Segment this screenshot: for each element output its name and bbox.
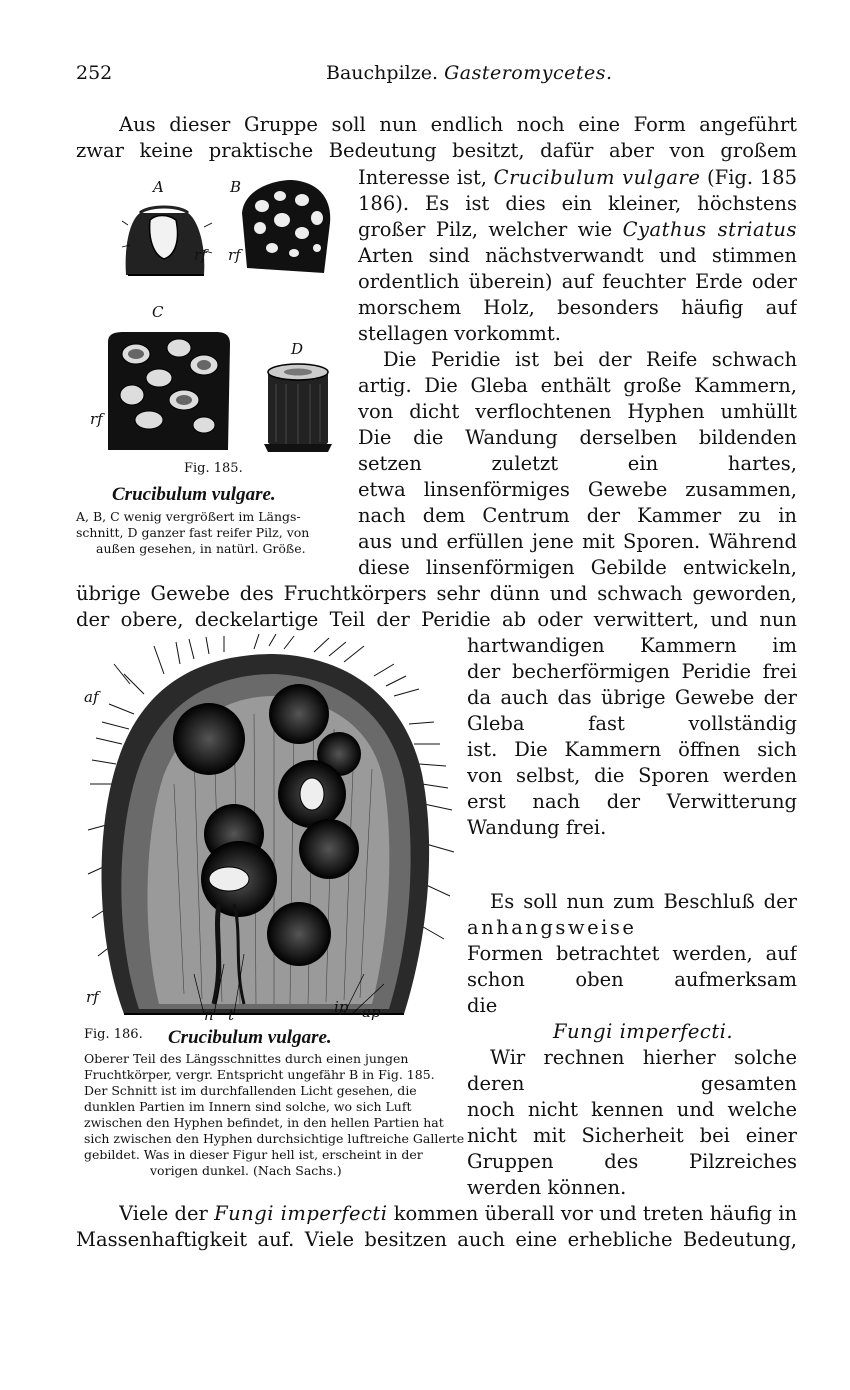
p2-full-line-2: der obere, deckelartige Teil der Peridie ab oder verwittert, und nun	[76, 608, 797, 631]
fig185-label-rf-a: rf	[194, 246, 207, 264]
fig186-caption-line-6: sich zwischen den Hyphen durchsichtige luftreiche Gallerte	[84, 1131, 465, 1146]
fig185-label-d: D	[291, 340, 304, 358]
p1-wrap-italic: Crucibulum vulgare	[493, 166, 701, 189]
p4-line-4: nicht mit Sicherheit bei einer	[467, 1124, 797, 1147]
fig186-number: Fig. 186.	[84, 1027, 143, 1042]
p2-narrow-line-6: von selbst, die Sporen werden	[467, 764, 797, 787]
p2-narrow-line-7: erst nach der Verwitterung	[467, 790, 797, 813]
running-title-main: Bauchpilze.	[326, 62, 439, 84]
running-title-italic: Gasteromycetes.	[444, 62, 613, 84]
fig186-title: Crucibulum vulgare.	[168, 1027, 332, 1048]
fig186-caption-line-1: Oberer Teil des Längsschnittes durch einen jungen	[84, 1051, 409, 1066]
p1-line-2: zwar keine praktische Bedeutung besitzt, dafür aber von großem	[76, 139, 797, 162]
p1-wrap-line-6: morschem Holz, besonders häufig auf	[358, 296, 797, 319]
fig186-label-ip: ip	[334, 998, 349, 1016]
p2-narrow-line-8: Wandung frei.	[467, 816, 607, 839]
p3-line-1: Es soll nun zum Beschluß der	[490, 890, 797, 913]
p4-line-3: noch nicht kennen und welche	[467, 1098, 797, 1121]
p5-text: Viele der	[119, 1202, 215, 1225]
page-number: 252	[76, 62, 113, 84]
p3-line-4: schon oben aufmerksam	[467, 968, 797, 991]
p1-wrap-line-2: 186). Es ist dies ein kleiner, höchstens	[358, 192, 797, 215]
p2-line-6: etwa linsenförmiges Gewebe zusammen,	[358, 478, 797, 501]
fig186-caption-line-7: gebildet. Was in dieser Figur hell ist, erscheint in der	[84, 1147, 423, 1162]
p5-text: kommen überall vor und treten häufig in	[393, 1202, 797, 1225]
fig185-caption-line-1: A, B, C wenig vergrößert im Längs-	[76, 509, 301, 524]
p2-narrow-line-2: der becherförmigen Peridie frei	[467, 660, 797, 683]
fig185-caption-line-3: außen gesehen, in natürl. Größe.	[96, 541, 306, 556]
p5-line-1	[119, 1201, 797, 1227]
p5-italic: Fungi imperfecti	[214, 1202, 388, 1225]
p2-line-3: von dicht verflochtenen Hyphen umhüllt	[358, 400, 797, 423]
p3-line-2	[467, 915, 797, 941]
p2-narrow-line-3: da auch das übrige Gewebe der	[467, 686, 797, 709]
p2-narrow-line-5: ist. Die Kammern öffnen sich	[467, 738, 797, 761]
p2-line-8: aus und erfüllen jene mit Sporen. Während	[358, 530, 797, 553]
p1-wrap-line-1	[358, 165, 797, 191]
p2-narrow-line-1: hartwandigen Kammern im	[467, 634, 797, 657]
fig185-label-rf-b: rf	[228, 246, 241, 264]
p1-line-1: Aus dieser Gruppe soll nun endlich noch eine Form angeführt	[119, 113, 797, 136]
p1-wrap-line-7: stellagen vorkommt.	[358, 322, 561, 345]
p2-narrow-line-4: Gleba fast vollständig	[467, 712, 797, 735]
fig185-c-illustration	[104, 330, 236, 452]
fig185-number: Fig. 185.	[184, 461, 243, 476]
fig186-caption-line-2: Fruchtkörper, vergr. Entspricht ungefähr B in Fig. 185.	[84, 1067, 435, 1082]
fig186-label-af: af	[84, 688, 99, 706]
p2-line-4: Die die Wandung derselben bildenden	[358, 426, 797, 449]
fig185-label-c: C	[152, 303, 164, 321]
fig186-label-ap: ap	[362, 1003, 381, 1021]
fig186-caption-line-4: dunklen Partien im Innern sind solche, wo sich Luft	[84, 1099, 412, 1114]
p4-line-6: werden können.	[467, 1176, 627, 1199]
p2-line-9: diese linsenförmigen Gebilde entwickeln,	[358, 556, 797, 579]
p4-line-2: deren gesamten	[467, 1072, 797, 1095]
p2-full-line-1: übrige Gewebe des Fruchtkörpers sehr dünn und schwach geworden,	[76, 582, 797, 605]
fig186-caption-line-8: vorigen dunkel. (Nach Sachs.)	[150, 1163, 342, 1178]
p2-line-1: Die Peridie ist bei der Reife schwach	[383, 348, 797, 371]
p3-spaced-word: anhangsweise	[467, 916, 637, 939]
p1-wrap-line-5: ordentlich überein) auf feuchter Erde oder	[358, 270, 797, 293]
p5-line-2: Massenhaftigkeit auf. Viele besitzen auch eine erhebliche Bedeutung,	[76, 1228, 797, 1251]
p1-wrap-text: (Fig. 185	[707, 166, 797, 189]
fig186-caption-line-3: Der Schnitt ist im durchfallenden Licht gesehen, die	[84, 1083, 417, 1098]
p1-wrap-text: Interesse ist,	[358, 166, 494, 189]
p1-wrap-text: großer Pilz, welcher wie	[358, 218, 623, 241]
p3-line-5: die	[467, 994, 498, 1017]
fig186-label-t: t	[228, 1006, 235, 1024]
running-title	[326, 60, 613, 86]
fig185-label-rf-c: rf	[90, 410, 103, 428]
fig185-a-illustration	[118, 195, 218, 280]
fig185-label-a: A	[153, 178, 164, 196]
fig186-illustration	[84, 634, 460, 1024]
p2-line-5: setzen zuletzt ein hartes,	[358, 452, 797, 475]
section-heading: Fungi imperfecti.	[553, 1020, 734, 1043]
p3-line-3: Formen betrachtet werden, auf	[467, 942, 797, 965]
fig185-b-illustration	[232, 178, 342, 278]
p2-line-2: artig. Die Gleba enthält große Kammern,	[358, 374, 797, 397]
p1-wrap-line-4: Arten sind nächstverwandt und stimmen	[358, 244, 797, 267]
fig185-d-illustration	[258, 362, 338, 454]
fig185-caption-line-2: schnitt, D ganzer fast reifer Pilz, von	[76, 525, 310, 540]
fig186-label-n: n	[204, 1006, 214, 1024]
fig186-label-rf: rf	[86, 988, 99, 1006]
p1-wrap-line-3	[358, 217, 797, 243]
fig185-title: Crucibulum vulgare.	[112, 484, 276, 505]
p4-line-1: Wir rechnen hierher solche	[490, 1046, 797, 1069]
p4-line-5: Gruppen des Pilzreiches	[467, 1150, 797, 1173]
fig186-caption-line-5: zwischen den Hyphen befindet, in den hellen Partien hat	[84, 1115, 444, 1130]
p1-wrap-italic: Cyathus striatus	[622, 218, 797, 241]
fig185-label-b: B	[230, 178, 242, 196]
p2-line-7: nach dem Centrum der Kammer zu in	[358, 504, 797, 527]
